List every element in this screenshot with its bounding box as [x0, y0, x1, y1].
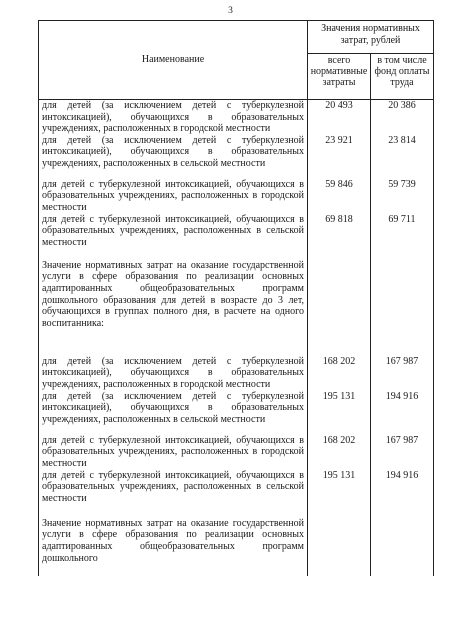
table-row — [39, 179, 434, 214]
row-name: для детей с туберкулезной интоксикацией, обучающихся в образовательных учреждениях, расположенных в городской местности — [39, 435, 308, 470]
row-name: для детей с туберкулезной интоксикацией, обучающихся в образовательных учреждениях, расположенных в сельской местности — [39, 214, 308, 260]
table-row — [39, 518, 434, 576]
row-wage-value: 167 987 — [371, 435, 434, 470]
table-row — [39, 470, 434, 518]
row-total-value: 168 202 — [308, 356, 371, 391]
row-total-value: 69 818 — [308, 214, 371, 260]
row-name: для детей с туберкулезной интоксикацией, обучающихся в образовательных учреждениях, расположенных в сельской местности — [39, 470, 308, 518]
row-wage-value: 59 739 — [371, 179, 434, 214]
page-number: 3 — [228, 6, 233, 16]
row-wage-value: 194 916 — [371, 391, 434, 435]
table-row — [39, 214, 434, 260]
row-wage-value: 69 711 — [371, 214, 434, 260]
row-name: для детей (за исключением детей с туберкулезной интоксикацией), обучающихся в образовательных учреждениях, расположенных в городской местности — [39, 100, 308, 135]
row-wage-value: 194 916 — [371, 470, 434, 518]
table-row — [39, 260, 434, 356]
row-wage-value: 23 814 — [371, 135, 434, 179]
row-name: для детей (за исключением детей с туберкулезной интоксикацией), обучающихся в образовательных учреждениях, расположенных в сельской местности — [39, 135, 308, 179]
row-total-value: 168 202 — [308, 435, 371, 470]
row-wage-value: 20 386 — [371, 100, 434, 135]
row-wage-value: 167 987 — [371, 356, 434, 391]
normative-costs-table — [38, 20, 434, 576]
row-name: для детей с туберкулезной интоксикацией, обучающихся в образовательных учреждениях, расположенных в городской местности — [39, 179, 308, 214]
table-row — [39, 435, 434, 470]
section-intro: Значение нормативных затрат на оказание государственной услуги в сфере образования по реализации основных адаптированных общеобразовательных программ дошкольного образования для детей в возрасте до 3 лет, обучающихся в группах полного дня, в расчете на одного воспитанника: — [39, 260, 308, 356]
row-total-value: 20 493 — [308, 100, 371, 135]
header-name-column: Наименование — [39, 21, 308, 100]
table-row — [39, 356, 434, 391]
row-name: для детей (за исключением детей с туберкулезной интоксикацией), обучающихся в образовательных учреждениях, расположенных в сельской местности — [39, 391, 308, 435]
header-wage-column: в том числе фонд оплаты труда — [371, 54, 434, 100]
row-total-value: 195 131 — [308, 391, 371, 435]
header-total-column: всего нормативные затраты — [308, 54, 371, 100]
header-values-group: Значения нормативных затрат, рублей — [308, 21, 434, 54]
row-total-value: 195 131 — [308, 470, 371, 518]
table-row — [39, 391, 434, 435]
row-total-value: 23 921 — [308, 135, 371, 179]
section-intro: Значение нормативных затрат на оказание государственной услуги в сфере образования по реализации основных адаптированных общеобразовательных программ дошкольного — [39, 518, 308, 576]
table-row — [39, 135, 434, 179]
table-row — [39, 100, 434, 135]
row-name: для детей (за исключением детей с туберкулезной интоксикацией), обучающихся в образовательных учреждениях, расположенных в городской местности — [39, 356, 308, 391]
row-total-value: 59 846 — [308, 179, 371, 214]
